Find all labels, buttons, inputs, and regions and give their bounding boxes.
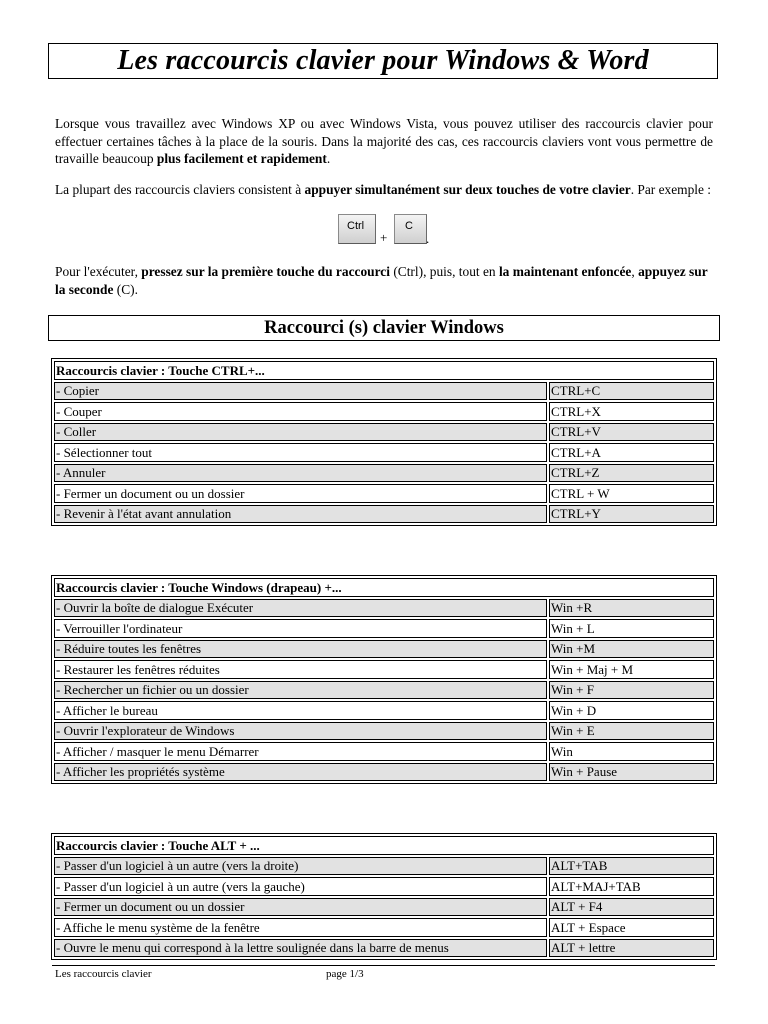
shortcut-keys: CTRL+X: [549, 402, 714, 421]
windows-key-shortcuts-table: [51, 575, 717, 784]
shortcut-keys: CTRL+C: [549, 382, 714, 401]
shortcut-keys: ALT+MAJ+TAB: [549, 877, 714, 896]
shortcut-action: - Annuler: [54, 464, 547, 483]
table-row: [54, 464, 714, 483]
shortcut-keys: Win +R: [549, 599, 714, 618]
shortcut-action: - Afficher le bureau: [54, 701, 547, 720]
key-combo-illustration: [338, 214, 438, 244]
intro-paragraph-1: Lorsque vous travaillez avec Windows XP ou avec Windows Vista, vous pouvez utiliser des raccourcis clavier pour effectuer certaines tâches à la place de la souris. Dans la majorité des cas, ces raccourcis claviers vont vous permettre de travaille beaucoup plus facilement et rapidement.: [55, 116, 713, 166]
shortcut-keys: ALT + Espace: [549, 918, 714, 937]
shortcut-action: - Ouvrir la boîte de dialogue Exécuter: [54, 599, 547, 618]
table-row: [54, 402, 714, 421]
footer-doc-title: Les raccourcis clavier: [55, 968, 152, 980]
shortcut-keys: Win + Pause: [549, 763, 714, 782]
table-row: [54, 640, 714, 659]
table-header: Raccourcis clavier : Touche CTRL+...: [54, 361, 714, 380]
shortcut-keys: ALT+TAB: [549, 857, 714, 876]
footer-page-number: page 1/3: [326, 968, 364, 980]
shortcut-keys: Win +M: [549, 640, 714, 659]
table-row: [54, 763, 714, 782]
document-title: Les raccourcis clavier pour Windows & Word: [48, 43, 718, 79]
table-header: Raccourcis clavier : Touche Windows (drapeau) +...: [54, 578, 714, 597]
shortcut-action: - Copier: [54, 382, 547, 401]
table-row: [54, 443, 714, 462]
shortcut-keys: ALT + lettre: [549, 939, 714, 958]
shortcut-action: - Réduire toutes les fenêtres: [54, 640, 547, 659]
shortcut-keys: CTRL+Y: [549, 505, 714, 524]
shortcut-action: - Ouvre le menu qui correspond à la lettre soulignée dans la barre de menus: [54, 939, 547, 958]
table-row: [54, 722, 714, 741]
table-row: [54, 484, 714, 503]
intro-paragraph-2: La plupart des raccourcis claviers consistent à appuyer simultanément sur deux touches de votre clavier. Par exemple :: [55, 182, 712, 197]
table-row: [54, 701, 714, 720]
shortcut-action: - Revenir à l'état avant annulation: [54, 505, 547, 524]
shortcut-action: - Ouvrir l'explorateur de Windows: [54, 722, 547, 741]
shortcut-keys: Win + E: [549, 722, 714, 741]
shortcut-action: - Afficher / masquer le menu Démarrer: [54, 742, 547, 761]
table-row: [54, 599, 714, 618]
table-row: [54, 505, 714, 524]
shortcut-action: - Restaurer les fenêtres réduites: [54, 660, 547, 679]
shortcut-action: - Afficher les propriétés système: [54, 763, 547, 782]
shortcut-keys: Win + D: [549, 701, 714, 720]
shortcut-keys: CTRL+A: [549, 443, 714, 462]
table-row: [54, 382, 714, 401]
shortcut-keys: Win + L: [549, 619, 714, 638]
shortcut-action: - Couper: [54, 402, 547, 421]
table-row: [54, 877, 714, 896]
shortcut-keys: CTRL + W: [549, 484, 714, 503]
shortcut-action: - Fermer un document ou un dossier: [54, 898, 547, 917]
shortcut-action: - Passer d'un logiciel à un autre (vers la gauche): [54, 877, 547, 896]
shortcut-keys: Win: [549, 742, 714, 761]
shortcut-action: - Coller: [54, 423, 547, 442]
intro-paragraph-3: Pour l'exécuter, pressez sur la première touche du raccourci (Ctrl), puis, tout en la maintenant enfoncée, appuyez sur la seconde (C).: [55, 264, 708, 297]
table-row: [54, 423, 714, 442]
ctrl-key-icon: Ctrl: [338, 214, 376, 244]
table-row: [54, 857, 714, 876]
shortcut-action: - Affiche le menu système de la fenêtre: [54, 918, 547, 937]
table-header-row: [54, 836, 714, 855]
ctrl-shortcuts-table: [51, 358, 717, 526]
shortcut-keys: Win + Maj + M: [549, 660, 714, 679]
section-title: Raccourci (s) clavier Windows: [48, 315, 720, 341]
shortcut-action: - Verrouiller l'ordinateur: [54, 619, 547, 638]
c-key-icon: C: [394, 214, 427, 244]
table-row: [54, 619, 714, 638]
footer-divider: [52, 965, 715, 966]
table-header-row: [54, 361, 714, 380]
table-row: [54, 898, 714, 917]
key-combo-period: .: [426, 231, 430, 246]
alt-shortcuts-table: [51, 833, 717, 960]
table-row: [54, 918, 714, 937]
shortcut-action: - Rechercher un fichier ou un dossier: [54, 681, 547, 700]
table-header: Raccourcis clavier : Touche ALT + ...: [54, 836, 714, 855]
shortcut-keys: CTRL+Z: [549, 464, 714, 483]
plus-sign: +: [380, 230, 388, 245]
table-header-row: [54, 578, 714, 597]
shortcut-keys: Win + F: [549, 681, 714, 700]
table-row: [54, 660, 714, 679]
shortcut-keys: ALT + F4: [549, 898, 714, 917]
shortcut-action: - Sélectionner tout: [54, 443, 547, 462]
table-row: [54, 681, 714, 700]
shortcut-action: - Fermer un document ou un dossier: [54, 484, 547, 503]
shortcut-keys: CTRL+V: [549, 423, 714, 442]
table-row: [54, 742, 714, 761]
shortcut-action: - Passer d'un logiciel à un autre (vers la droite): [54, 857, 547, 876]
table-row: [54, 939, 714, 958]
